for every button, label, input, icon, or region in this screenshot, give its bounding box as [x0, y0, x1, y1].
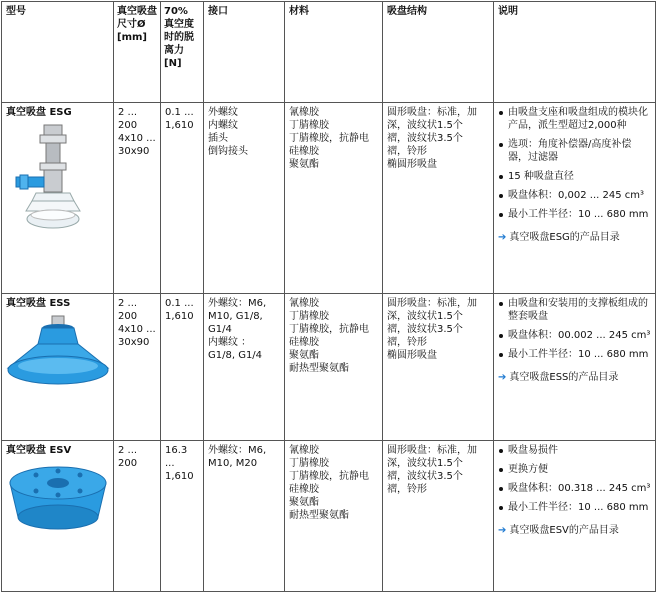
arrow-right-icon: ➔: [498, 372, 507, 383]
list-item: 选项：角度补偿器/高度补偿器，过滤器: [498, 138, 651, 164]
table-row: [2, 441, 656, 592]
connection-cell: 外螺纹：M6, M10, M20: [204, 441, 285, 592]
product-table: [1, 1, 656, 592]
arrow-right-icon: ➔: [498, 232, 507, 243]
size-cell: 2 ... 200: [114, 441, 161, 592]
suction-cup-ess-image: [6, 314, 110, 388]
header-material: 材料: [285, 2, 383, 103]
material-cell: 氰橡胶 丁腈橡胶 丁腈橡胶，抗静电 硅橡胶 聚氨酯: [285, 103, 383, 294]
structure-cell: 圆形吸盘：标准，加 深，波纹状1.5个 褶，波纹状3.5个 褶，铃形: [383, 441, 494, 592]
table-row: [2, 103, 656, 294]
connection-cell: 外螺纹：M6, M10, G1/8, G1/4 内螺纹 ： G1/8, G1/4: [204, 294, 285, 441]
type-cell: [2, 103, 114, 294]
desc-cell: [494, 103, 656, 294]
list-item: 更换方便: [498, 463, 651, 476]
catalog-link-esv[interactable]: ➔ 真空吸盘ESV的产品目录: [498, 525, 619, 536]
desc-list: [498, 297, 651, 361]
header-structure: 吸盘结构: [383, 2, 494, 103]
list-item: 最小工件半径：10 ... 680 mm: [498, 208, 651, 221]
list-item: 最小工件半径：10 ... 680 mm: [498, 501, 651, 514]
suction-cup-esv-image: [6, 461, 110, 537]
catalog-link-ess[interactable]: ➔ 真空吸盘ESS的产品目录: [498, 372, 619, 383]
desc-cell: [494, 441, 656, 592]
suction-cup-esg-image: [6, 123, 98, 243]
table-row: [2, 294, 656, 441]
header-force: 70% 真空度时的脱离力[N]: [161, 2, 204, 103]
material-cell: 氰橡胶 丁腈橡胶 丁腈橡胶，抗静电 硅橡胶 聚氨酯 耐热型聚氨酯: [285, 294, 383, 441]
header-size: 真空吸盘尺寸Ø [mm]: [114, 2, 161, 103]
header-connection: 接口: [204, 2, 285, 103]
type-cell: [2, 294, 114, 441]
type-cell: [2, 441, 114, 592]
desc-cell: [494, 294, 656, 441]
list-item: 由吸盘支座和吸盘组成的模块化产品，派生型超过2,000种: [498, 106, 651, 132]
product-name: 真空吸盘 ESG: [6, 107, 72, 118]
size-cell: 2 ... 200 4x10 ... 30x90: [114, 294, 161, 441]
size-cell: 2 ... 200 4x10 ... 30x90: [114, 103, 161, 294]
catalog-link-esg[interactable]: ➔ 真空吸盘ESG的产品目录: [498, 232, 620, 243]
force-cell: 0.1 ... 1,610: [161, 103, 204, 294]
list-item: 吸盘易损件: [498, 444, 651, 457]
list-item: 15 种吸盘直径: [498, 170, 651, 183]
arrow-right-icon: ➔: [498, 525, 507, 536]
list-item: 吸盘体积：00.318 ... 245 cm³: [498, 482, 651, 495]
structure-cell: 圆形吸盘：标准，加 深，波纹状1.5个 褶，波纹状3.5个 褶，铃形 椭圆形吸盘: [383, 103, 494, 294]
header-desc: 说明: [494, 2, 656, 103]
structure-cell: 圆形吸盘：标准，加 深，波纹状1.5个 褶，波纹状3.5个 褶，铃形 椭圆形吸盘: [383, 294, 494, 441]
list-item: 吸盘体积：0,002 ... 245 cm³: [498, 189, 651, 202]
list-item: 最小工件半径：10 ... 680 mm: [498, 348, 651, 361]
desc-list: [498, 106, 651, 221]
material-cell: 氰橡胶 丁腈橡胶 丁腈橡胶，抗静电 硅橡胶 聚氨酯 耐热型聚氨酯: [285, 441, 383, 592]
desc-list: [498, 444, 651, 514]
list-item: 由吸盘和安装用的支撑板组成的整套吸盘: [498, 297, 651, 323]
product-name: 真空吸盘 ESV: [6, 445, 72, 456]
list-item: 吸盘体积：00.002 ... 245 cm³: [498, 329, 651, 342]
force-cell: 0.1 ... 1,610: [161, 294, 204, 441]
product-name: 真空吸盘 ESS: [6, 298, 71, 309]
force-cell: 16.3 ... 1,610: [161, 441, 204, 592]
header-type: 型号: [2, 2, 114, 103]
connection-cell: 外螺纹 内螺纹 插头 倒钩接头: [204, 103, 285, 294]
header-row: [2, 2, 656, 103]
